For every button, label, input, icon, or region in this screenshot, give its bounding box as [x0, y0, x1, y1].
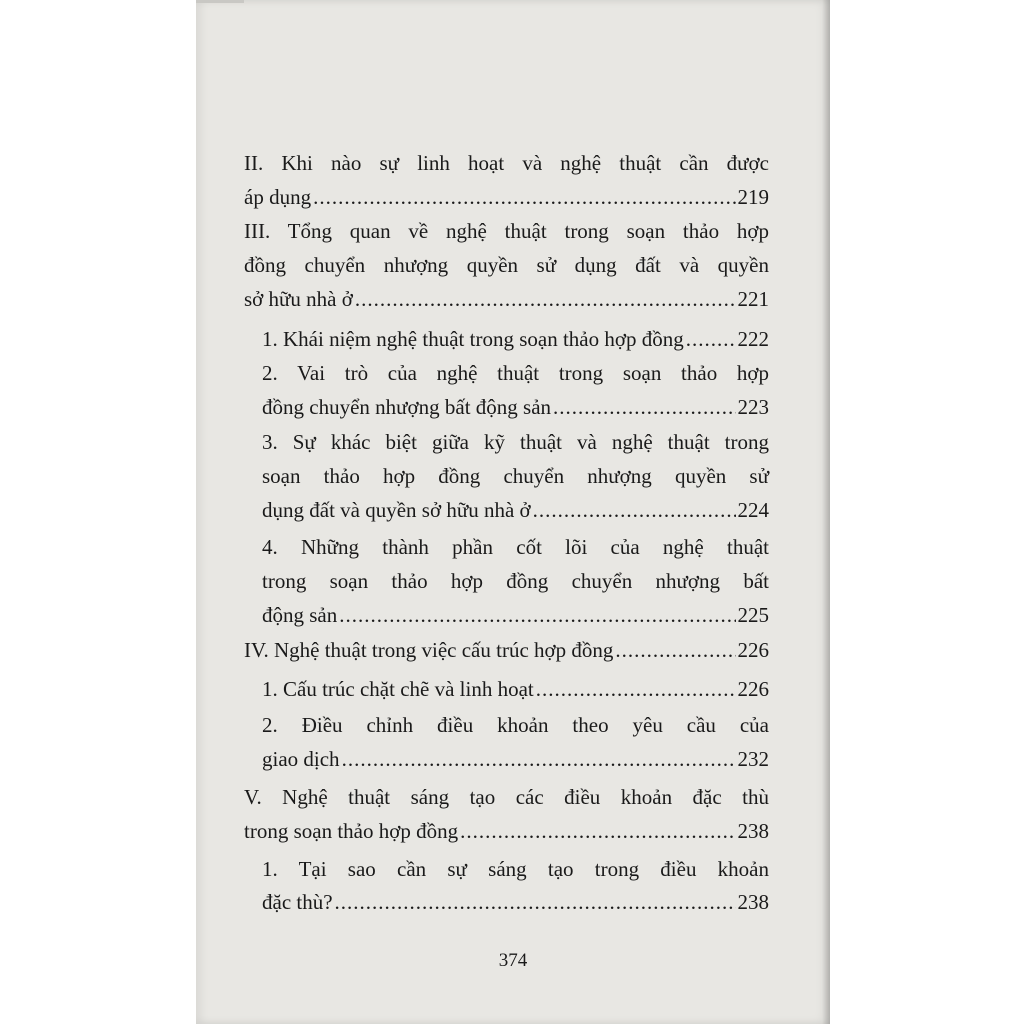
dot-leader [615, 633, 735, 667]
dot-leader [335, 885, 736, 919]
toc-entry-leader-line [262, 885, 769, 919]
toc-entry-leader-line [262, 493, 769, 527]
toc-entry-line: soạn thảo hợp đồng chuyển nhượng quyền sử [262, 464, 769, 488]
toc-entry-leader-line [262, 742, 769, 776]
dot-leader [313, 180, 735, 214]
book-page [196, 0, 830, 1024]
toc-page-number: 224 [737, 498, 769, 522]
dot-leader [460, 814, 735, 848]
toc-page-number: 222 [737, 327, 769, 351]
toc-entry-text: động sản [262, 603, 338, 627]
toc-page-number: 232 [737, 747, 769, 771]
dot-leader [536, 672, 736, 706]
toc-entry-leader-line [262, 322, 769, 356]
toc-entry-line: V. Nghệ thuật sáng tạo các điều khoản đặc thù [244, 785, 769, 809]
toc-entry-line: 2. Vai trò của nghệ thuật trong soạn thảo hợp [262, 361, 769, 385]
toc-entry-text: đồng chuyển nhượng bất động sản [262, 395, 552, 419]
toc-entry-line: trong soạn thảo hợp đồng chuyển nhượng bất [262, 569, 769, 593]
toc-entry-leader-line [262, 672, 769, 706]
toc-entry-leader-line [262, 598, 769, 632]
toc-page-number: 219 [737, 185, 769, 209]
toc-entry-leader-line [244, 180, 769, 214]
toc-entry-text: dụng đất và quyền sở hữu nhà ở [262, 498, 531, 522]
toc-entry-line: III. Tổng quan về nghệ thuật trong soạn thảo hợp [244, 219, 769, 243]
toc-entry-text: 1. Cấu trúc chặt chẽ và linh hoạt [262, 677, 534, 701]
toc-entry-leader-line [262, 390, 769, 424]
toc-entry-line: đồng chuyển nhượng quyền sử dụng đất và quyền [244, 253, 769, 277]
toc-page-number: 238 [737, 819, 769, 843]
toc-entry-leader-line [244, 282, 769, 316]
toc-entry-text: áp dụng [244, 185, 312, 209]
toc-entry-line: 1. Tại sao cần sự sáng tạo trong điều khoản [262, 857, 769, 881]
toc-entry-text: giao dịch [262, 747, 340, 771]
toc-entry-text: trong soạn thảo hợp đồng [244, 819, 459, 843]
toc-entry-line: 3. Sự khác biệt giữa kỹ thuật và nghệ thuật trong [262, 430, 769, 454]
toc-page-number: 221 [737, 287, 769, 311]
dot-leader [342, 742, 736, 776]
toc-entry-text: đặc thù? [262, 890, 333, 914]
dot-leader [339, 598, 735, 632]
toc-page-number: 223 [737, 395, 769, 419]
toc-entry-leader-line [244, 633, 769, 667]
toc-page-number: 225 [737, 603, 769, 627]
table-of-contents [196, 0, 830, 1024]
dot-leader [533, 493, 736, 527]
dot-leader [686, 322, 736, 356]
dot-leader [355, 282, 736, 316]
toc-page-number: 226 [737, 638, 769, 662]
toc-page-number: 238 [737, 890, 769, 914]
toc-page-number: 226 [737, 677, 769, 701]
toc-entry-text: sở hữu nhà ở [244, 287, 353, 311]
dot-leader [553, 390, 735, 424]
toc-entry-text: IV. Nghệ thuật trong việc cấu trúc hợp đồng [244, 638, 614, 662]
page-number: 374 [498, 950, 528, 971]
toc-entry-line: 2. Điều chỉnh điều khoản theo yêu cầu của [262, 713, 769, 737]
toc-entry-leader-line [244, 814, 769, 848]
toc-entry-line: 4. Những thành phần cốt lõi của nghệ thuật [262, 535, 769, 559]
toc-entry-line: II. Khi nào sự linh hoạt và nghệ thuật cần được [244, 151, 769, 175]
toc-entry-text: 1. Khái niệm nghệ thuật trong soạn thảo hợp đồng [262, 327, 684, 351]
